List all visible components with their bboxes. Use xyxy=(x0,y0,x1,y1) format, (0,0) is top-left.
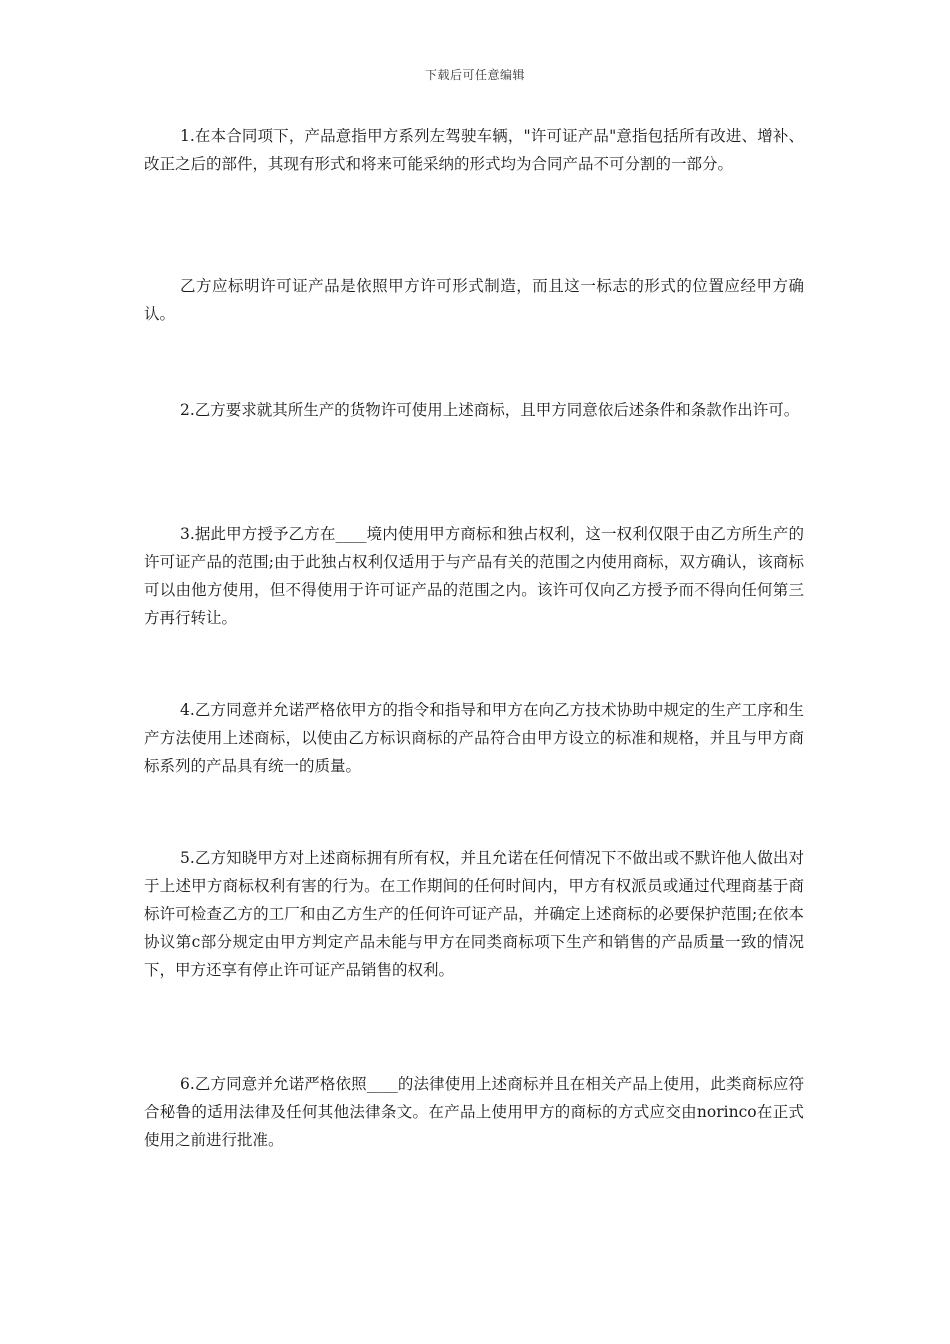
paragraph-clause-1: 1.在本合同项下，产品意指甲方系列左驾驶车辆，"许可证产品"意指包括所有改进、增补、改正之后的部件，其现有形式和将来可能采纳的形式均为合同产品不可分割的一部分。 xyxy=(144,127,804,173)
paragraph-clause-4: 4.乙方同意并允诺严格依甲方的指令和指导和甲方在向乙方技术协助中规定的生产工序和生产方法使用上述商标，以使由乙方标识商标的产品符合由甲方设立的标准和规格，并且与甲方商标系列的产品具有统一的质量。 xyxy=(144,701,804,775)
paragraph-clause-5: 5.乙方知晓甲方对上述商标拥有所有权，并且允诺在任何情况下不做出或不默许他人做出对于上述甲方商标权利有害的行为。在工作期间的任何时间内，甲方有权派员或通过代理商基于商标许可检查乙方的工厂和由乙方生产的任何许可证产品，并确定上述商标的必要保护范围;在依本协议第c部分规定由甲方判定产品未能与甲方在同类商标项下生产和销售的产品质量一致的情况下，甲方还享有停止许可证产品销售的权利。 xyxy=(144,849,804,979)
paragraph-marking-requirement: 乙方应标明许可证产品是依照甲方许可形式制造，而且这一标志的形式的位置应经甲方确认。 xyxy=(144,277,804,323)
paragraph-clause-3: 3.据此甲方授予乙方在____境内使用甲方商标和独占权利，这一权利仅限于由乙方所生产的许可证产品的范围;由于此独占权利仅适用于与产品有关的范围之内使用商标，双方确认，该商标可以由他方使用，但不得使用于许可证产品的范围之内。该许可仅向乙方授予而不得向任何第三方再行转让。 xyxy=(144,525,804,627)
paragraph-clause-6: 6.乙方同意并允诺严格依照____的法律使用上述商标并且在相关产品上使用，此类商标应符合秘鲁的适用法律及任何其他法律条文。在产品上使用甲方的商标的方式应交由norinco在正式使用之前进行批准。 xyxy=(144,1075,804,1149)
paragraph-clause-2: 2.乙方要求就其所生产的货物许可使用上述商标，且甲方同意依后述条件和条款作出许可。 xyxy=(180,401,800,419)
header-note: 下载后可任意编辑 xyxy=(424,68,525,82)
